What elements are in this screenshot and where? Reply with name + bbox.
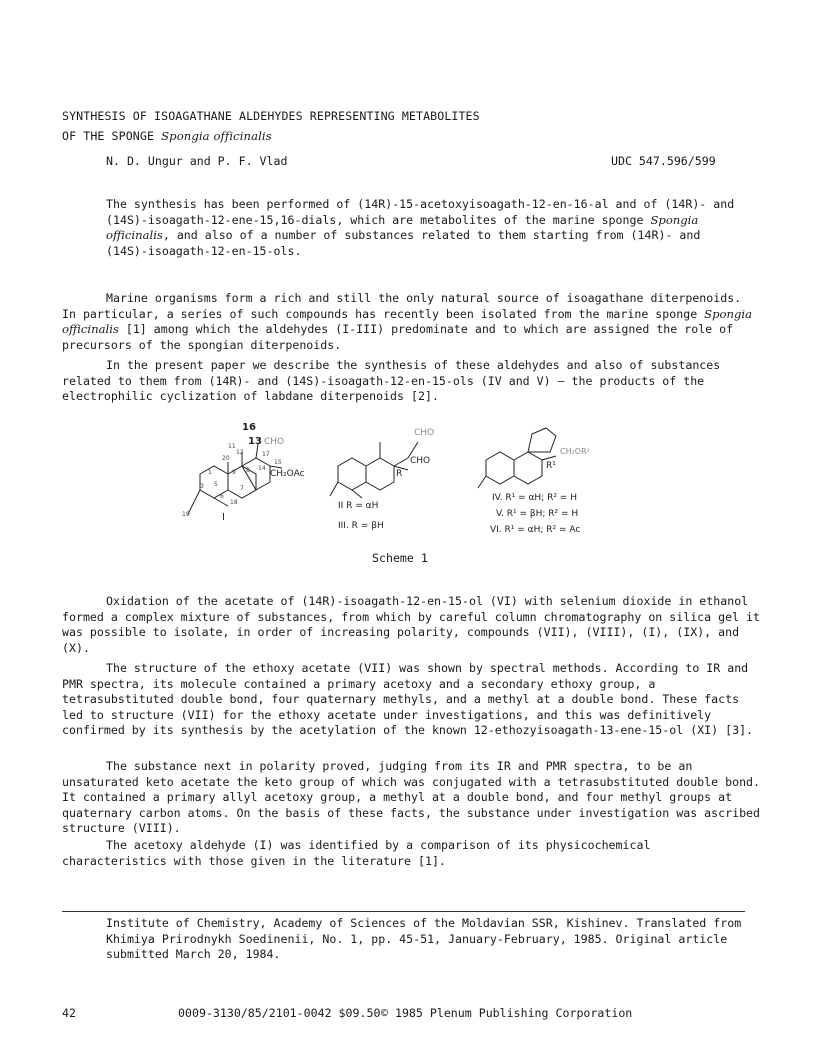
paragraph-3	[62, 594, 762, 656]
footnote-divider	[62, 911, 745, 912]
struct-I-num-3: 3	[200, 483, 204, 490]
p1-part-2: [1] among which the aldehydes (I-III) predominate and to which are assigned the role of precursors of the spongian diterpenoids.	[62, 322, 734, 352]
title-species: Spongia officinalis	[161, 129, 272, 143]
structure-IV-VI-drawing	[478, 428, 556, 488]
page-number: 42	[62, 1006, 76, 1020]
struct-I-num-15: 15	[274, 459, 282, 466]
struct-I-num-9: 9	[232, 469, 236, 476]
struct-II-cho-top: CHO	[414, 428, 435, 438]
paragraph-4	[62, 661, 762, 739]
authors: N. D. Ungur and P. F. Vlad	[106, 154, 288, 168]
scheme-1-figure	[170, 422, 730, 552]
abstract-species: Spongia officinalis	[106, 212, 699, 243]
paragraph-6	[62, 838, 762, 869]
struct-I-num-13: 13	[248, 436, 262, 447]
struct-III-label: III. R = βH	[338, 521, 384, 531]
struct-I-num-8: 8	[246, 467, 250, 474]
paragraph-3-text: Oxidation of the acetate of (14R)-isoagath-12-en-15-ol (VI) with selenium dioxide in ethanol formed a complex mixture of substances, from which by careful column chromatography on silica gel it was possible to isolate, in order of increasing polarity, compounds (VII), (VIII), (I), (IX), and (X).	[62, 594, 761, 655]
p1-species: Spongia officinalis	[62, 306, 753, 337]
abstract-part-2: , and also of a number of substances related to them starting from (14R)- and (14S)-isoagath-12-en-15-ols.	[106, 228, 701, 258]
struct-I-num-14: 14	[258, 465, 266, 472]
structure-II-III-drawing	[330, 442, 418, 498]
struct-I-num-12: 12	[236, 449, 244, 456]
abstract-part-1: The synthesis has been performed of (14R)-15-acetoxyisoagath-12-en-16-al and of (14R)- and (14S)-isoagath-12-ene-15,16-dials, which are metabolites of the marine sponge	[106, 197, 735, 227]
struct-I-num-1: 1	[208, 469, 212, 476]
struct-VI-label: VI. R¹ = αH; R² = Ac	[490, 525, 581, 535]
udc-code: UDC 547.596/599	[611, 154, 716, 168]
struct-I-num-6: 6	[220, 493, 224, 500]
struct-I-num-18: 18	[230, 499, 238, 506]
abstract	[106, 197, 746, 259]
struct-I-num-20: 20	[222, 455, 230, 462]
paragraph-2-text: In the present paper we describe the synthesis of these aldehydes and also of substances related to them from (14R)- and (14S)-isoagath-12-en-15-ols (IV and V) — the products of the electrophilic cyclization of labdane diterpenoids [2].	[62, 358, 721, 404]
struct-IV-label: IV. R¹ = αH; R² = H	[492, 493, 577, 503]
footnote: Institute of Chemistry, Academy of Sciences of the Moldavian SSR, Kishinev. Translated from Khimiya Prirodnykh Soedinenii, No. 1, pp. 45-51, January-February, 1985. Original article submitted March 20, 1984.	[106, 916, 742, 962]
paper-title	[62, 106, 762, 146]
struct-II-r: R	[396, 469, 403, 479]
scheme-caption: Scheme 1	[372, 551, 428, 565]
struct-V-label: V. R¹ = βH; R² = H	[496, 509, 579, 519]
paragraph-5-text: The substance next in polarity proved, judging from its IR and PMR spectra, to be an unsaturated keto acetate the keto group of which was conjugated with a tetrasubstituted double bond. It contained a primary allyl acetoxy group, a methyl at a double bond, and four methyl groups at quaternary carbon atoms. On the basis of these facts, the substance under investigation was ascribed structure (VIII).	[62, 759, 761, 836]
paragraph-4-text: The structure of the ethoxy acetate (VII) was shown by spectral methods. According to IR and PMR spectra, its molecule contained a primary acetoxy and a secondary ethoxy group, a tetrasubstituted double bond, four quaternary methyls, and a methyl at a double bond. These facts led to structure (VII) for the ethoxy acetate under investigations, and this was definitively confirmed by its synthesis by the acetylation of the known 12-ethozyisoagath-13-ene-15-ol (XI) [3].	[62, 661, 754, 738]
struct-I-ch2oac: CH₂OAc	[270, 469, 305, 479]
struct-II-cho-side: CHO	[410, 456, 431, 466]
struct-IV-ch2or: CH₂OR²	[560, 447, 590, 456]
title-line-1: SYNTHESIS OF ISOAGATHANE ALDEHYDES REPRESENTING METABOLITES	[62, 109, 480, 123]
article-code: 0009-3130/85/2101-0042 $09.50	[178, 1006, 381, 1020]
paragraph-2	[62, 358, 762, 405]
struct-I-num-19: 19	[182, 511, 190, 518]
struct-I-num-17: 17	[262, 451, 270, 458]
struct-IV-r1: R¹	[546, 461, 556, 471]
paragraph-1	[62, 291, 762, 353]
copyright: © 1985 Plenum Publishing Corporation	[381, 1006, 633, 1020]
struct-I-num-16: 16	[242, 422, 256, 433]
p1-part-1: Marine organisms form a rich and still the only natural source of isoagathane diterpenoids. In particular, a series of such compounds has recently been isolated from the marine sponge	[62, 291, 742, 321]
paragraph-6-text: The acetoxy aldehyde (I) was identified by a comparison of its physicochemical characteristics with those given in the literature [1].	[62, 838, 651, 868]
struct-I-cho: CHO	[264, 437, 285, 447]
struct-I-num-5: 5	[214, 481, 218, 488]
struct-I-num-11: 11	[228, 443, 236, 450]
paragraph-1-text	[62, 291, 762, 353]
struct-I-label: I	[222, 512, 225, 523]
struct-I-num-7: 7	[240, 485, 244, 492]
title-line-2	[62, 126, 762, 146]
title-line-2-prefix: OF THE SPONGE	[62, 129, 162, 143]
paragraph-5	[62, 759, 762, 837]
scheme-structures	[170, 422, 730, 552]
struct-II-label: II R = αH	[338, 501, 379, 511]
